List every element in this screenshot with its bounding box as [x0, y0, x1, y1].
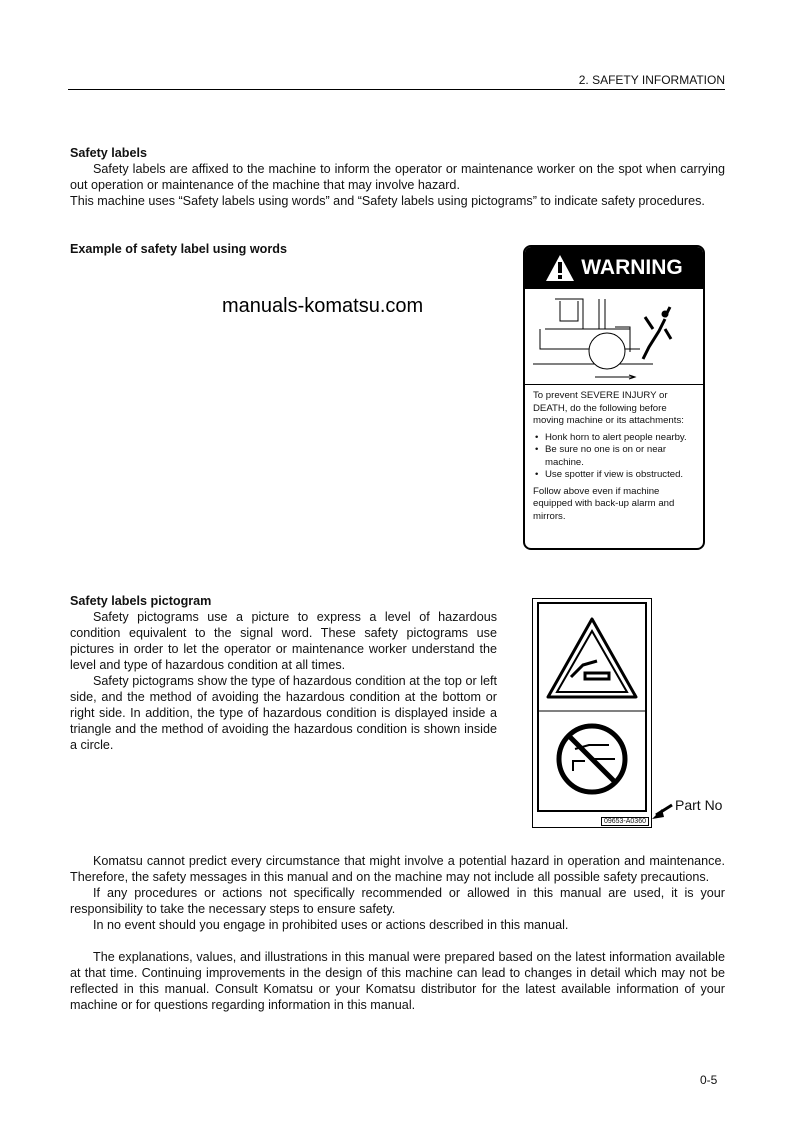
pictogram-illustration — [533, 599, 651, 827]
pictogram-section — [70, 593, 497, 753]
arrow-icon — [650, 803, 674, 823]
warning-bullet: • Be sure no one is on or near machine. — [545, 444, 695, 469]
paragraph: Safety pictograms show the type of hazardous condition at the top or left side, and the method of avoiding the hazardous condition at the bottom or right side. In addition, the type of hazardous condition is displayed inside a triangle and the method of avoiding the hazardous condition is shown inside a circle. — [70, 674, 497, 752]
warning-text — [525, 385, 703, 528]
hazard-triangle-icon — [548, 619, 636, 697]
paragraph: The explanations, values, and illustrations in this manual were prepared based on the latest information available at that time. Continuing improvements in the design of this machine can lead to changes in detail which may not be reflected in this manual. Consult Komatsu or your Komatsu distributor for the latest available information of your machine or for questions regarding information in this manual. — [70, 950, 725, 1012]
warning-header — [525, 247, 703, 289]
warning-title: WARNING — [581, 256, 683, 279]
label-code: 09653-A0360 — [601, 817, 649, 826]
pictogram-label — [532, 598, 652, 828]
paragraph: Safety labels are affixed to the machine to inform the operator or maintenance worker on the spot when carrying out operation or maintenance of the machine that may involve hazard. — [70, 162, 725, 192]
paragraph: This machine uses “Safety labels using words” and “Safety labels using pictograms” to indicate safety procedures. — [70, 194, 705, 208]
prohibition-circle-icon — [559, 726, 625, 792]
paragraph: Safety pictograms use a picture to express a level of hazardous condition equivalent to the signal word. These safety pictograms use pictures in order to let the operator or maintenance worker understand the level and type of hazardous condition at all times. — [70, 610, 497, 672]
warning-bullets — [533, 432, 695, 482]
warning-bullet: • Honk horn to alert people nearby. — [545, 432, 695, 445]
safety-labels-section — [70, 145, 725, 209]
warning-triangle-icon — [545, 254, 575, 282]
pictogram-heading: Safety labels pictogram — [70, 594, 212, 608]
safety-labels-heading: Safety labels — [70, 146, 148, 160]
warning-intro: To prevent SEVERE INJURY or DEATH, do the following before moving machine or its attachments: — [533, 390, 684, 426]
warning-bullet: • Use spotter if view is obstructed. — [545, 469, 695, 482]
header-rule — [68, 89, 725, 90]
section-header: 2. SAFETY INFORMATION — [578, 73, 725, 87]
paragraph: In no event should you engage in prohibited uses or actions described in this manual. — [93, 918, 569, 932]
warning-footer: Follow above even if machine equipped with back-up alarm and mirrors. — [533, 485, 675, 522]
closing-section — [70, 853, 725, 1013]
machine-backing-illustration — [525, 289, 703, 385]
page-number: 0-5 — [700, 1073, 718, 1087]
watermark: manuals-komatsu.com — [222, 295, 424, 317]
warning-label — [523, 245, 705, 550]
paragraph: If any procedures or actions not specifically recommended or allowed in this manual are used, it is your responsibility to take the necessary steps to ensure safety. — [70, 886, 725, 916]
example-heading: Example of safety label using words — [70, 242, 287, 256]
part-no-label: Part No — [675, 797, 723, 813]
paragraph: Komatsu cannot predict every circumstance that might involve a potential hazard in operation and maintenance. Therefore, the safety messages in this manual and on the machine may not include all possible safety precautions. — [70, 854, 725, 884]
